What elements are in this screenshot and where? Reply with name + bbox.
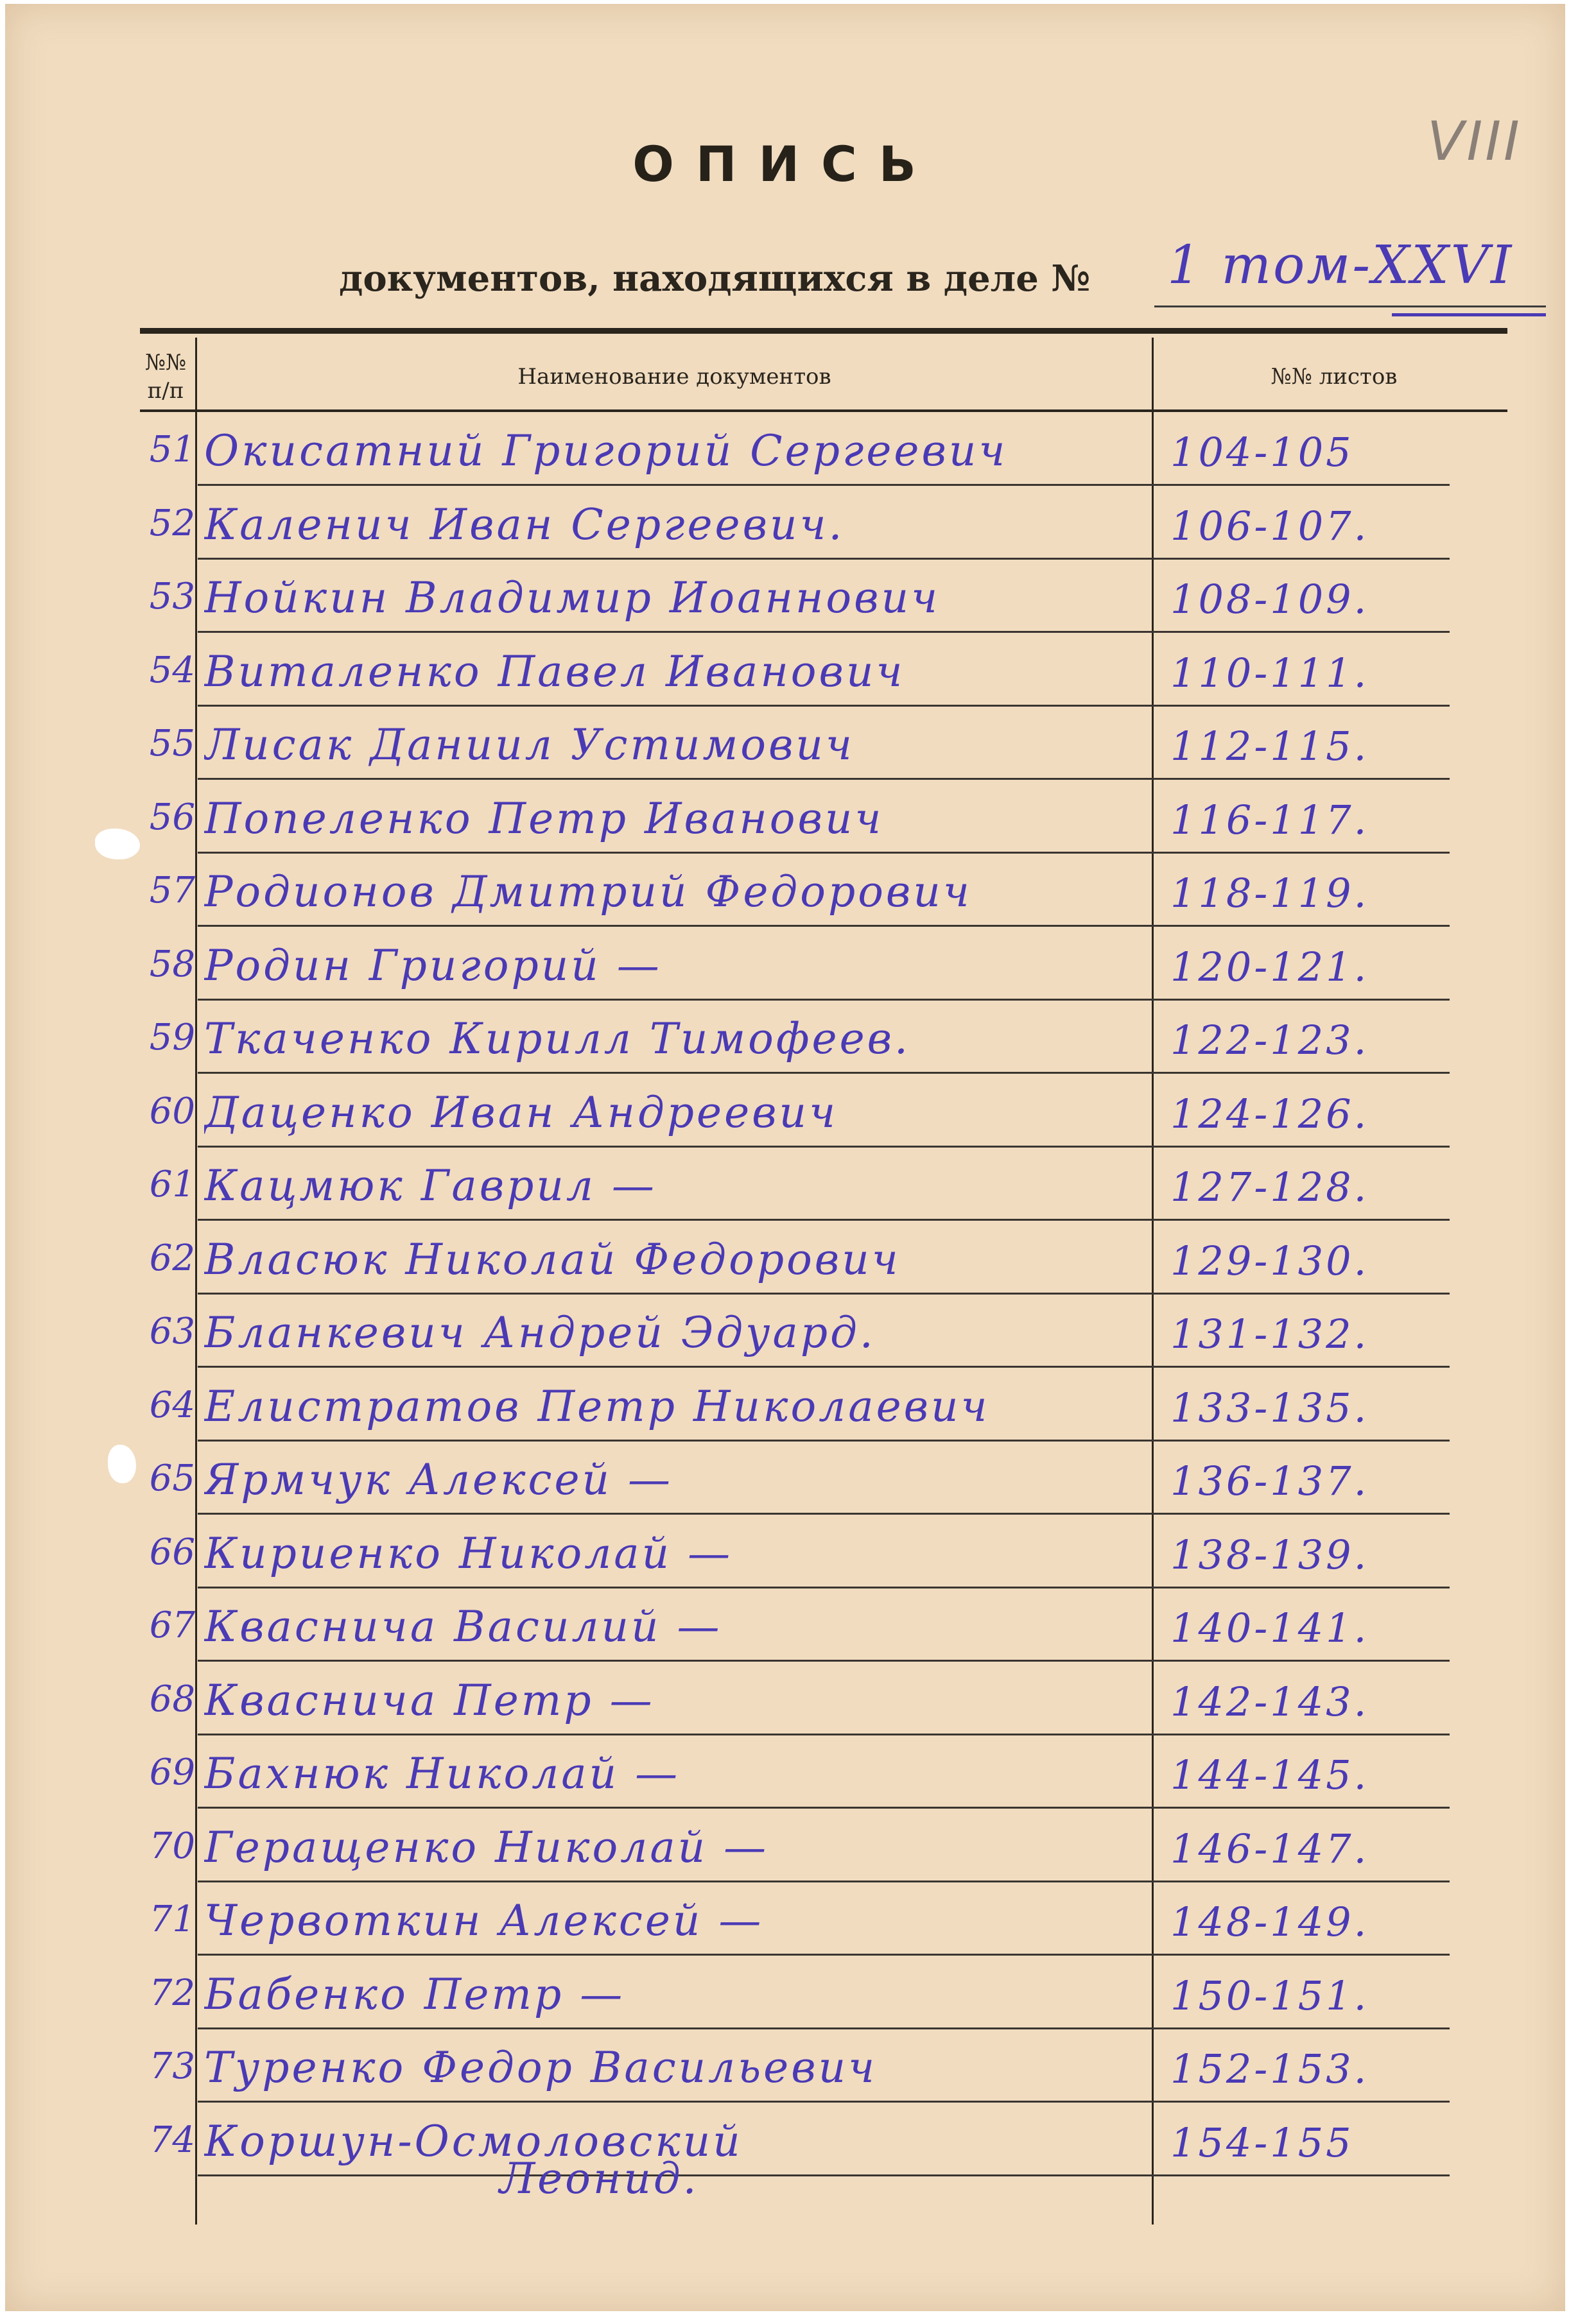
table-row <box>5 936 1565 1005</box>
row-sheet-range: 104-105 <box>1170 429 1354 476</box>
row-number: 69 <box>149 1752 195 1793</box>
row-continuation: Леонид. <box>499 2154 699 2203</box>
row-number: 51 <box>149 429 195 470</box>
row-ruling <box>198 631 1450 633</box>
row-document-name: Геращенко Николай — <box>204 1822 769 1872</box>
row-sheet-range: 133-135. <box>1170 1384 1369 1431</box>
row-document-name: Родионов Дмитрий Федорович <box>204 867 972 917</box>
row-number: 71 <box>149 1898 195 1940</box>
table-row <box>5 1156 1565 1225</box>
case-number-value: 1 том-XXVI <box>1167 235 1514 296</box>
row-number: 63 <box>149 1311 195 1352</box>
row-number: 59 <box>149 1017 195 1058</box>
table-row <box>5 642 1565 711</box>
row-document-name: Лисак Даниил Устимович <box>204 720 854 770</box>
table-row <box>5 495 1565 564</box>
row-sheet-range: 148-149. <box>1170 1898 1369 1945</box>
row-number: 54 <box>149 649 195 691</box>
row-ruling <box>198 484 1450 486</box>
row-sheet-range: 144-145. <box>1170 1752 1369 1798</box>
volume-underline <box>1392 313 1546 316</box>
row-sheet-range: 140-141. <box>1170 1605 1369 1651</box>
table-row <box>5 1891 1565 1960</box>
row-ruling <box>198 999 1450 1001</box>
row-sheet-range: 120-121. <box>1170 943 1369 990</box>
row-sheet-range: 146-147. <box>1170 1825 1369 1872</box>
row-number: 65 <box>149 1458 195 1499</box>
row-document-name: Ярмчук Алексей — <box>204 1455 673 1504</box>
row-number: 61 <box>149 1164 195 1205</box>
table-row <box>5 715 1565 784</box>
row-ruling <box>198 1366 1450 1368</box>
row-ruling <box>198 1660 1450 1662</box>
row-number: 55 <box>149 723 195 764</box>
table-row <box>5 2038 1565 2107</box>
table-row <box>5 421 1565 490</box>
row-sheet-range: 129-130. <box>1170 1237 1369 1284</box>
header-sheets: №№ листов <box>1271 363 1398 390</box>
table-top-rule <box>140 328 1507 334</box>
row-sheet-range: 138-139. <box>1170 1531 1369 1578</box>
row-sheet-range: 116-117. <box>1170 796 1369 843</box>
row-sheet-range: 108-109. <box>1170 576 1369 623</box>
row-number: 62 <box>149 1237 195 1279</box>
row-document-name: Виталенко Павел Иванович <box>204 646 905 696</box>
row-ruling <box>198 1219 1450 1221</box>
row-number: 53 <box>149 576 195 617</box>
document-sheet <box>5 4 1565 2311</box>
row-sheet-range: 142-143. <box>1170 1678 1369 1725</box>
row-document-name: Бланкевич Андрей Эдуард. <box>204 1308 876 1357</box>
row-ruling <box>198 852 1450 854</box>
row-number: 66 <box>149 1531 195 1573</box>
row-number: 68 <box>149 1678 195 1720</box>
table-row <box>5 1818 1565 1887</box>
table-row <box>5 1671 1565 1740</box>
row-ruling <box>198 1072 1450 1074</box>
row-ruling <box>198 558 1450 560</box>
row-number: 58 <box>149 943 195 985</box>
row-sheet-range: 106-107. <box>1170 502 1369 549</box>
row-document-name: Коршун-Осмоловский <box>204 2116 743 2166</box>
document-subtitle: документов, находящихся в деле № <box>339 257 1091 300</box>
table-row <box>5 789 1565 858</box>
row-document-name: Ткаченко Кирилл Тимофеев. <box>204 1014 911 1063</box>
row-ruling <box>198 1734 1450 1735</box>
row-ruling <box>198 1807 1450 1809</box>
row-ruling <box>198 1293 1450 1295</box>
table-row <box>5 1009 1565 1078</box>
table-row <box>5 1744 1565 1813</box>
row-document-name: Кваснича Василий — <box>204 1602 722 1651</box>
row-ruling <box>198 925 1450 927</box>
case-number-underline <box>1154 306 1546 307</box>
row-number: 56 <box>149 796 195 838</box>
table-row <box>5 1230 1565 1299</box>
table-row <box>5 1377 1565 1446</box>
row-ruling <box>198 1587 1450 1588</box>
row-sheet-range: 136-137. <box>1170 1458 1369 1504</box>
row-sheet-range: 127-128. <box>1170 1164 1369 1210</box>
row-ruling <box>198 705 1450 707</box>
table-row <box>5 568 1565 637</box>
row-sheet-range: 152-153. <box>1170 2045 1369 2092</box>
row-document-name: Кириенко Николай — <box>204 1528 733 1578</box>
row-document-name: Кацмюк Гаврил — <box>204 1161 657 1210</box>
row-ruling <box>198 2027 1450 2029</box>
header-name: Наименование документов <box>517 363 831 390</box>
row-ruling <box>198 2101 1450 2103</box>
row-sheet-range: 131-132. <box>1170 1311 1369 1357</box>
row-number: 70 <box>149 1825 195 1867</box>
row-sheet-range: 124-126. <box>1170 1090 1369 1137</box>
table-row <box>5 1524 1565 1593</box>
row-sheet-range: 154-155 <box>1170 2119 1354 2166</box>
row-number: 72 <box>149 1972 195 2014</box>
row-ruling <box>198 2174 1450 2176</box>
row-document-name: Червоткин Алексей — <box>204 1896 764 1945</box>
row-number: 57 <box>149 870 195 911</box>
row-sheet-range: 122-123. <box>1170 1017 1369 1063</box>
row-document-name: Елистратов Петр Николаевич <box>204 1381 990 1431</box>
row-document-name: Каленич Иван Сергеевич. <box>204 499 845 549</box>
row-sheet-range: 112-115. <box>1170 723 1369 770</box>
row-sheet-range: 118-119. <box>1170 870 1369 917</box>
row-document-name: Власюк Николай Федорович <box>204 1234 901 1284</box>
row-number: 60 <box>149 1090 195 1132</box>
row-ruling <box>198 778 1450 780</box>
row-ruling <box>198 1513 1450 1515</box>
table-row <box>5 1083 1565 1152</box>
row-document-name: Даценко Иван Андреевич <box>204 1087 838 1137</box>
row-ruling <box>198 1146 1450 1148</box>
header-num: №№ п/п <box>144 349 187 404</box>
row-document-name: Кваснича Петр — <box>204 1675 655 1725</box>
row-sheet-range: 110-111. <box>1170 649 1369 696</box>
row-document-name: Бабенко Петр — <box>204 1969 625 2019</box>
row-sheet-range: 150-151. <box>1170 1972 1369 2019</box>
row-document-name: Окисатний Григорий Сергеевич <box>204 426 1008 476</box>
row-document-name: Туренко Федор Васильевич <box>204 2043 878 2092</box>
table-row <box>5 1597 1565 1666</box>
row-ruling <box>198 1881 1450 1882</box>
row-document-name: Нойкин Владимир Иоаннович <box>204 573 941 623</box>
table-row <box>5 1450 1565 1519</box>
row-number: 64 <box>149 1384 195 1426</box>
row-document-name: Родин Григорий — <box>204 940 662 990</box>
row-number: 52 <box>149 502 195 544</box>
row-document-name: Бахнюк Николай — <box>204 1749 681 1798</box>
row-number: 67 <box>149 1605 195 1646</box>
table-row <box>5 2112 1565 2181</box>
row-number: 74 <box>149 2119 195 2161</box>
table-row <box>5 1303 1565 1372</box>
table-row <box>5 862 1565 931</box>
row-document-name: Попеленко Петр Иванович <box>204 793 884 843</box>
row-number: 73 <box>149 2045 195 2087</box>
table-row <box>5 1965 1565 2034</box>
document-title: ОПИСЬ <box>632 135 938 193</box>
row-ruling <box>198 1954 1450 1956</box>
row-ruling <box>198 1440 1450 1442</box>
margin-mark: VIII <box>1427 110 1522 173</box>
